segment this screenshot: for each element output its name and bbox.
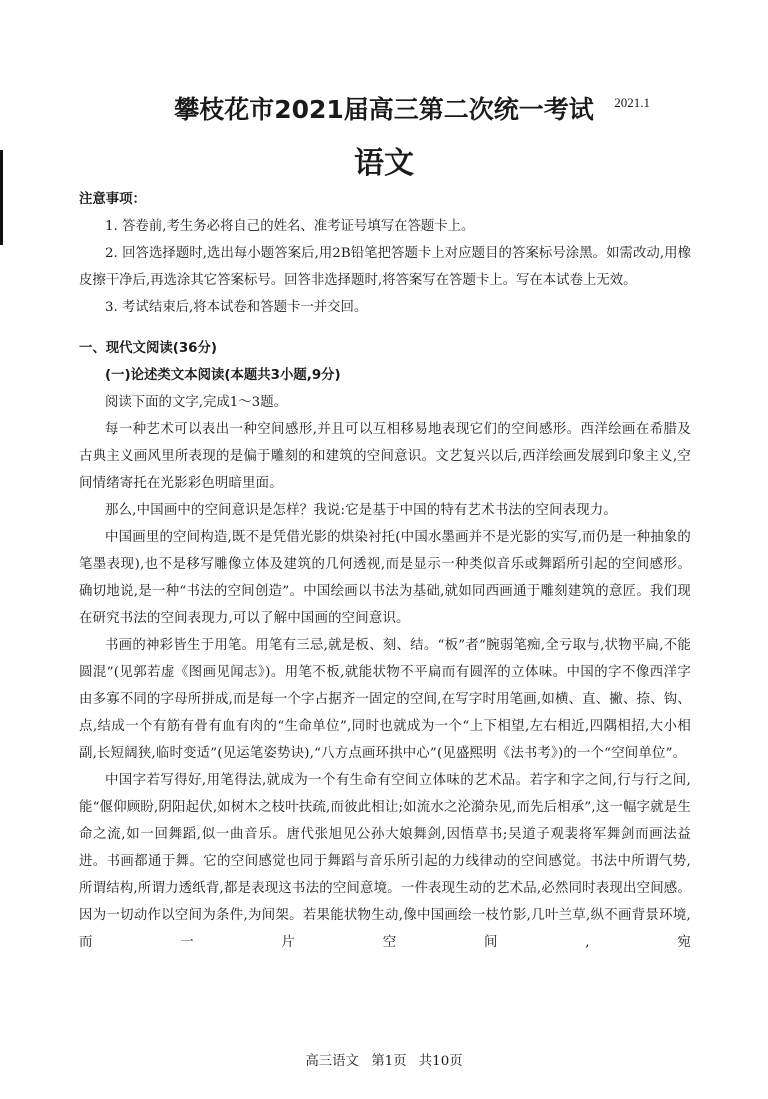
- footer-total-pages: 共10页: [418, 1054, 463, 1069]
- exam-date: 2021.1: [614, 95, 650, 110]
- passage-paragraph-1: 每一种艺术可以表出一种空间感形,并且可以互相移易地表现它们的空间感形。西洋绘画在希腊及古典主义画风里所表现的是偏于雕刻的和建筑的空间意识。文艺复兴以后,西洋绘画发展到印象主义,空间情绪寄托在光影彩色明暗里面。: [79, 422, 691, 491]
- exam-title: 攀枝花市2021届高三第二次统一考试: [174, 95, 594, 124]
- section-heading: 一、现代文阅读(36分): [79, 341, 217, 356]
- reading-instruction: 阅读下面的文字,完成1～3题。: [105, 395, 287, 410]
- notice-item-3: 3. 考试结束后,将本试卷和答题卡一并交回。: [105, 300, 368, 315]
- subsection-heading: (一)论述类文本阅读(本题共3小题,9分): [105, 368, 341, 383]
- notice-item-2: 2. 回答选择题时,选出每小题答案后,用2B铅笔把答题卡上对应题目的答案标号涂黑。如需改动,用橡皮擦干净后,再选涂其它答案标号。回答非选择题时,将答案写在答题卡上。写在本试卷上无效。: [79, 246, 691, 288]
- footer-page-number: 第1页: [371, 1054, 407, 1069]
- footer-subject: 高三语文: [305, 1054, 359, 1069]
- notice-heading: 注意事项：: [79, 192, 146, 207]
- passage-paragraph-4: 书画的神彩皆生于用笔。用笔有三忌,就是板、刻、结。“板”者“腕弱笔痴,全亏取与,状物平扁,不能圆混”(见郭若虚《图画见闻志》)。用笔不板,就能状物不平扁而有圆浑的立体味。中国的字不像西洋字由多寡不同的字母所拼成,而是每一个字占据齐一固定的空间,在写字时用笔画,如横、直、撇、捺、钩、点,结成一个有筋有骨有血有肉的“生命单位”,同时也就成为一个“上下相望,左右相近,四隅相招,大小相副,长短阔狭,临时变适”(见运笔姿势诀),“八方点画环拱中心”(见盛熙明《法书考》)的一个“空间单位”。: [79, 638, 691, 761]
- passage-paragraph-3: 中国画里的空间构造,既不是凭借光影的烘染衬托(中国水墨画并不是光影的实写,而仍是一种抽象的笔墨表现),也不是移写雕像立体及建筑的几何透视,而是显示一种类似音乐或舞蹈所引起的空间感形。确切地说,是一种“书法的空间创造”。中国绘画以书法为基础,就如同西画通于雕刻建筑的意匠。我们现在研究书法的空间表现力,可以了解中国画的空间意识。: [79, 530, 691, 626]
- subject-title: 语文: [354, 146, 414, 181]
- notice-item-1: 1. 答卷前,考生务必将自己的姓名、准考证号填写在答题卡上。: [105, 219, 475, 234]
- passage-paragraph-5: 中国字若写得好,用笔得法,就成为一个有生命有空间立体味的艺术品。若字和字之间,行与行之间,能“偃仰顾盼,阴阳起伏,如树木之枝叶扶疏,而彼此相让;如流水之沦漪杂见,而先后相承”,这一幅字就是生命之流,如一回舞蹈,似一曲音乐。唐代张旭见公孙大娘舞剑,因悟草书;吴道子观裴将军舞剑而画法益进。书画都通于舞。它的空间感觉也同于舞蹈与音乐所引起的力线律动的空间感觉。书法中所谓气势,所谓结构,所谓力透纸背,都是表现这书法的空间意境。一件表现生动的艺术品,必然同时表现出空间感。因为一切动作以空间为条件,为间架。若果能状物生动,像中国画绘一枝竹影,几叶兰草,纵不画背景环境,而一片空间,宛: [79, 773, 691, 950]
- passage-paragraph-2: 那么,中国画中的空间意识是怎样？我说:它是基于中国的特有艺术书法的空间表现力。: [105, 503, 618, 518]
- page-content: [79, 186, 691, 956]
- page-footer: [0, 1050, 768, 1069]
